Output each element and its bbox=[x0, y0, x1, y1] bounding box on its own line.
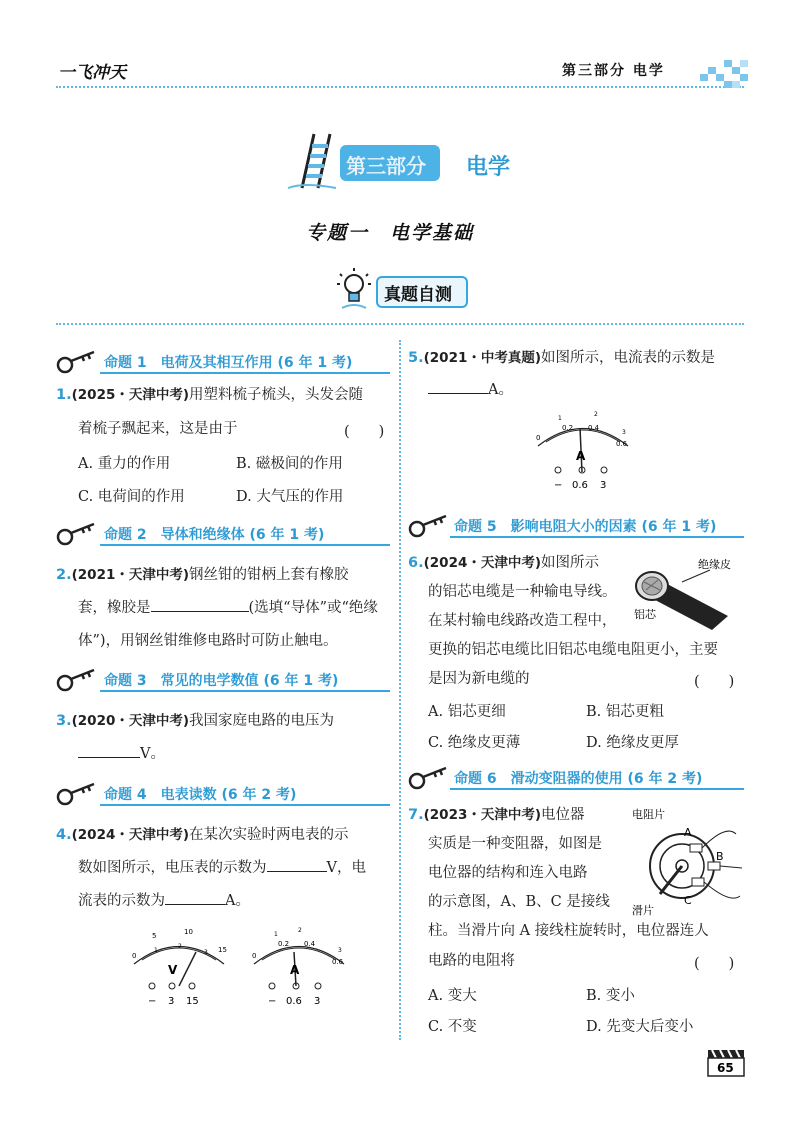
q1-option-d[interactable]: D. 大气压的作用 bbox=[236, 489, 344, 505]
mingti-2-title: 命题 2 导体和绝缘体 (6 年 1 考) bbox=[104, 527, 325, 543]
volt-term-neg: − bbox=[148, 996, 157, 1007]
checker-decoration-icon bbox=[700, 60, 748, 88]
volt-tick-15: 15 bbox=[218, 946, 227, 954]
q7-line3: 电位器的结构和连入电路 bbox=[428, 865, 588, 881]
q4-current-blank[interactable] bbox=[165, 891, 225, 905]
brand-logo: 一飞冲天 bbox=[58, 63, 126, 83]
q1-line1: 1.(2025・天津中考)用塑料梳子梳头，头发会随 bbox=[56, 387, 364, 403]
amp-term-neg: − bbox=[268, 996, 277, 1007]
q3-line1: 3.(2020・天津中考)我国家庭电路的电压为 bbox=[56, 713, 335, 729]
potentiometer-figure bbox=[630, 804, 746, 916]
q5-ammeter-figure bbox=[528, 406, 638, 496]
amp-tick-02: 0.2 bbox=[278, 940, 290, 948]
q6-option-c[interactable]: C. 绝缘皮更薄 bbox=[428, 735, 521, 751]
mingti-5-underline bbox=[450, 536, 744, 538]
q7-option-d[interactable]: D. 先变大后变小 bbox=[586, 1019, 694, 1035]
q7-line1: 7.(2023・天津中考)电位器 bbox=[408, 807, 585, 823]
mingti-6-title: 命题 6 滑动变阻器的使用 (6 年 2 考) bbox=[454, 771, 703, 787]
q1-line2: 着梳子飘起来，这是由于 bbox=[78, 421, 238, 437]
pot-label-resistor: 电阻片 bbox=[632, 808, 665, 821]
pot-label-a: A bbox=[684, 826, 692, 839]
volt-term-3: 3 bbox=[168, 996, 175, 1007]
q7-option-a[interactable]: A. 变大 bbox=[428, 988, 477, 1004]
key-icon bbox=[408, 764, 448, 790]
q6-line2: 的铝芯电缆是一种输电导线。 bbox=[428, 584, 617, 600]
q4-voltage-blank[interactable] bbox=[267, 858, 327, 872]
volt-term-15: 15 bbox=[186, 996, 199, 1007]
q7-option-b[interactable]: B. 变小 bbox=[586, 988, 635, 1004]
volt-small-tick-2: 2 bbox=[178, 943, 182, 950]
q5-line2: A。 bbox=[428, 375, 513, 405]
key-icon bbox=[56, 348, 96, 374]
amp-small-tick-2: 2 bbox=[298, 927, 302, 934]
q1-answer-paren[interactable]: ( ) bbox=[344, 424, 385, 440]
q6-line4: 更换的铝芯电缆比旧铝芯电缆电阻更小，主要 bbox=[428, 642, 718, 658]
pot-label-slider: 滑片 bbox=[632, 904, 654, 916]
q2-line1: 2.(2021・天津中考)钢丝钳的钳柄上套有橡胶 bbox=[56, 567, 349, 583]
q6-option-a[interactable]: A. 铝芯更细 bbox=[428, 704, 506, 720]
q2-line3: 体”)，用钢丝钳维修电路时可防止触电。 bbox=[78, 633, 338, 649]
cable-figure bbox=[632, 556, 748, 632]
pot-label-b: B bbox=[716, 850, 724, 863]
cable-label-insulation: 绝缘皮 bbox=[698, 558, 731, 571]
q6-line1: 6.(2024・天津中考)如图所示 bbox=[408, 555, 600, 571]
q3-answer-blank[interactable] bbox=[78, 744, 140, 758]
header-section: 第三部分 电学 bbox=[562, 63, 665, 79]
q5-amp-term-neg: − bbox=[554, 480, 563, 491]
mingti-4-title: 命题 4 电表读数 (6 年 2 考) bbox=[104, 787, 297, 803]
q1-option-b[interactable]: B. 磁极间的作用 bbox=[236, 456, 343, 472]
pot-label-c: C bbox=[684, 894, 692, 907]
amp-tick-04: 0.4 bbox=[304, 940, 316, 948]
q5-amp-small-2: 2 bbox=[594, 411, 598, 418]
mingti-3-underline bbox=[100, 690, 390, 692]
q5-amp-tick-06: 0.6 bbox=[616, 440, 628, 448]
amp-tick-06: 0.6 bbox=[332, 958, 344, 966]
key-icon bbox=[408, 512, 448, 538]
key-icon bbox=[56, 520, 96, 546]
amp-small-tick-1: 1 bbox=[274, 931, 278, 938]
lightbulb-icon bbox=[334, 266, 374, 314]
mingti-3-title: 命题 3 常见的电学数值 (6 年 1 考) bbox=[104, 673, 339, 689]
page-number: 65 bbox=[717, 1061, 734, 1075]
header-divider bbox=[56, 86, 744, 88]
q5-amp-tick-02: 0.2 bbox=[562, 424, 574, 432]
ladder-icon bbox=[284, 130, 340, 192]
mingti-1-title: 命题 1 电荷及其相互作用 (6 年 1 考) bbox=[104, 355, 353, 371]
amp-term-06: 0.6 bbox=[286, 996, 302, 1007]
amp-small-tick-3: 3 bbox=[338, 947, 342, 954]
volt-small-tick-1: 1 bbox=[154, 947, 158, 954]
q3-line2: V。 bbox=[78, 739, 165, 769]
q6-answer-paren[interactable]: ( ) bbox=[694, 674, 735, 690]
q4-line1: 4.(2024・天津中考)在某次实验时两电表的示 bbox=[56, 827, 349, 843]
mingti-4-underline bbox=[100, 804, 390, 806]
column-divider bbox=[399, 340, 401, 1040]
part-label: 第三部分 bbox=[346, 154, 426, 178]
volt-tick-10: 10 bbox=[184, 928, 193, 936]
key-icon bbox=[56, 780, 96, 806]
q2-line2: 套，橡胶是 (选填“导体”或“绝缘 bbox=[78, 600, 378, 616]
q4-line2: 数如图所示，电压表的示数为 V，电 bbox=[78, 860, 366, 876]
mingti-5-title: 命题 5 影响电阻大小的因素 (6 年 1 考) bbox=[454, 519, 717, 535]
page-number-badge bbox=[706, 1048, 746, 1078]
q6-line3: 在某村输电线路改造工程中， bbox=[428, 613, 617, 629]
q2-answer-blank[interactable] bbox=[151, 598, 249, 612]
cable-label-core: 铝芯 bbox=[634, 608, 656, 621]
q7-line4: 的示意图，A、B、C 是接线 bbox=[428, 894, 610, 910]
q7-answer-paren[interactable]: ( ) bbox=[694, 956, 735, 972]
zhenti-label: 真题自测 bbox=[384, 285, 452, 305]
q7-line5: 柱。当滑片向 A 接线柱旋转时，电位器连人 bbox=[428, 923, 709, 939]
q1-option-c[interactable]: C. 电荷间的作用 bbox=[78, 489, 185, 505]
mingti-2-underline bbox=[100, 544, 390, 546]
q5-amp-small-3: 3 bbox=[622, 429, 626, 436]
q7-line6: 电路的电阻将 bbox=[428, 953, 515, 969]
q5-amp-small-1: 1 bbox=[558, 415, 562, 422]
q7-option-c[interactable]: C. 不变 bbox=[428, 1019, 477, 1035]
q5-amp-symbol: A bbox=[576, 449, 586, 463]
volt-tick-5: 5 bbox=[152, 932, 157, 940]
part-title: 电学 bbox=[466, 155, 511, 180]
topic-title: 专题一 电学基础 bbox=[306, 222, 475, 244]
q5-answer-blank[interactable] bbox=[428, 380, 488, 394]
volt-small-tick-3: 3 bbox=[204, 949, 208, 956]
q5-amp-term-06: 0.6 bbox=[572, 480, 588, 491]
q6-option-b[interactable]: B. 铝芯更粗 bbox=[586, 704, 664, 720]
mingti-6-underline bbox=[450, 788, 744, 790]
q7-line2: 实质是一种变阻器，如图是 bbox=[428, 836, 602, 852]
q5-amp-tick-0: 0 bbox=[536, 434, 541, 442]
q1-option-a[interactable]: A. 重力的作用 bbox=[78, 456, 171, 472]
q5-amp-tick-04: 0.4 bbox=[588, 424, 600, 432]
q6-option-d[interactable]: D. 绝缘皮更厚 bbox=[586, 735, 679, 751]
amp-tick-0: 0 bbox=[252, 952, 257, 960]
q4-line3: 流表的示数为 A。 bbox=[78, 893, 250, 909]
mingti-1-underline bbox=[100, 372, 390, 374]
volt-tick-0: 0 bbox=[132, 952, 137, 960]
section-divider bbox=[56, 323, 744, 325]
q5-amp-term-3: 3 bbox=[600, 480, 607, 491]
q5-line1: 5.(2021・中考真题)如图所示，电流表的示数是 bbox=[408, 350, 716, 366]
ammeter-figure bbox=[244, 924, 354, 1014]
key-icon bbox=[56, 666, 96, 692]
amp-term-3: 3 bbox=[314, 996, 321, 1007]
voltmeter-figure bbox=[124, 924, 234, 1014]
amp-symbol: A bbox=[290, 963, 300, 977]
volt-symbol: V bbox=[168, 963, 178, 977]
q6-line5: 是因为新电缆的 bbox=[428, 671, 530, 687]
